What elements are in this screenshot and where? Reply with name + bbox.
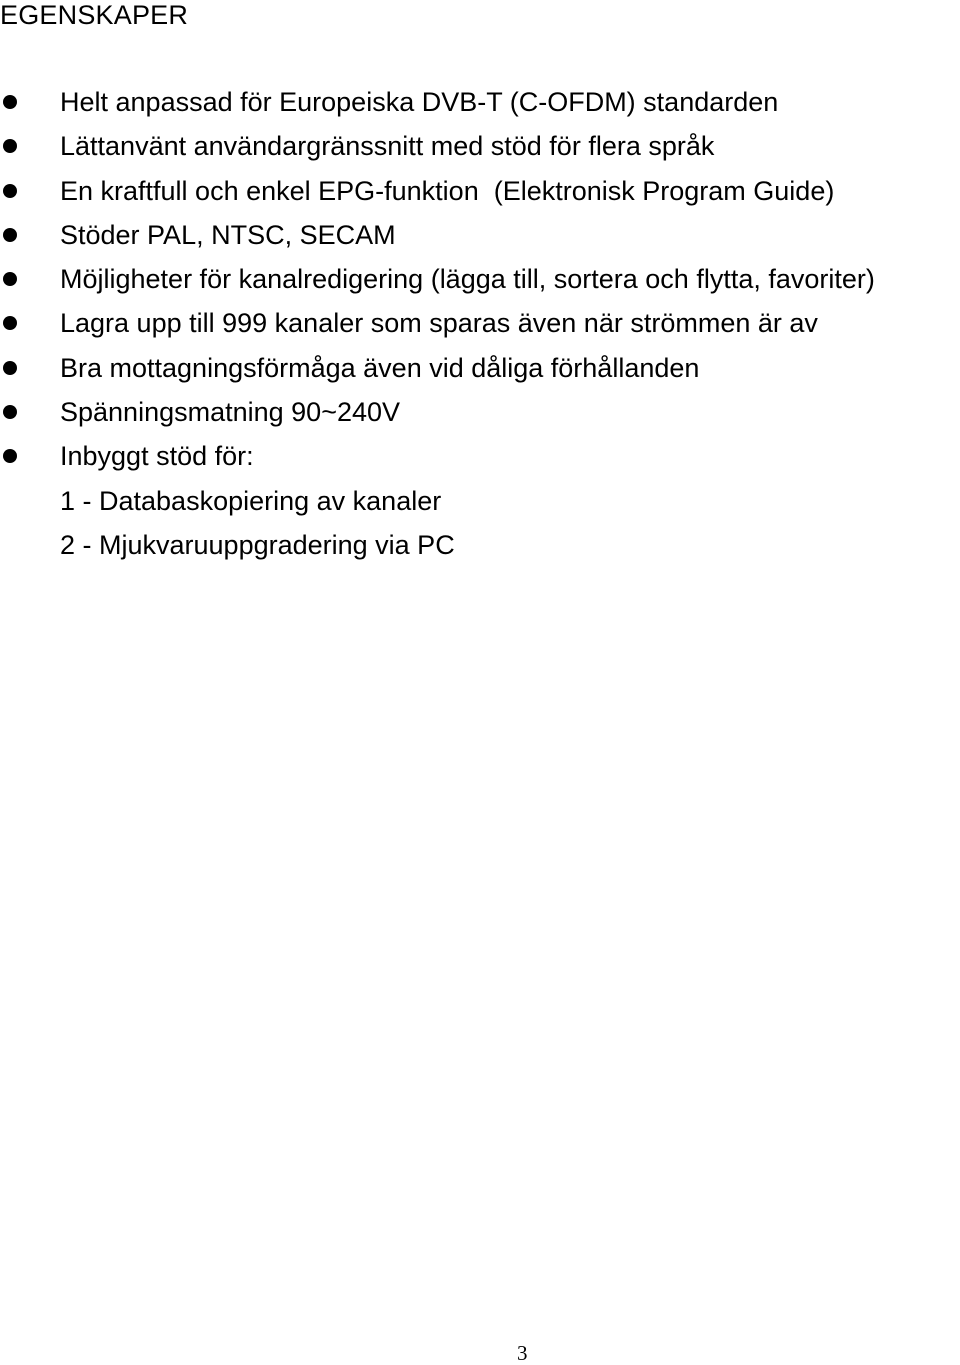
feature-text: Stöder PAL, NTSC, SECAM bbox=[60, 219, 396, 250]
page-heading: EGENSKAPER bbox=[0, 0, 189, 30]
sub-item-text: 1 - Databaskopiering av kanaler bbox=[60, 485, 442, 516]
feature-text: Spänningsmatning 90~240V bbox=[60, 397, 401, 428]
page-number: 3 bbox=[517, 1341, 528, 1365]
feature-text: Inbyggt stöd för: bbox=[60, 441, 254, 472]
feature-text: Bra mottagningsförmåga även vid dåliga förhållanden bbox=[60, 352, 700, 383]
feature-text: Lättanvänt användargränssnitt med stöd för flera språk bbox=[60, 131, 715, 162]
sub-item-text: 2 - Mjukvaruuppgradering via PC bbox=[60, 529, 455, 560]
feature-text: Helt anpassad för Europeiska DVB-T (C-OFDM) standarden bbox=[60, 87, 779, 117]
feature-text: Lagra upp till 999 kanaler som sparas även när strömmen är av bbox=[60, 308, 818, 339]
bullet-icon bbox=[3, 139, 17, 153]
bullet-icon bbox=[3, 95, 17, 109]
bullet-icon bbox=[3, 316, 17, 330]
bullet-icon bbox=[3, 449, 17, 463]
bullet-icon bbox=[3, 184, 17, 198]
bullet-icon bbox=[3, 228, 17, 242]
feature-text: En kraftfull och enkel EPG-funktion (Elektronisk Program Guide) bbox=[60, 175, 835, 206]
feature-text: Möjligheter för kanalredigering (lägga till, sortera och flytta, favoriter) bbox=[60, 264, 875, 295]
bullet-icon bbox=[3, 405, 17, 419]
bullet-icon bbox=[3, 361, 17, 375]
bullet-icon bbox=[3, 272, 17, 286]
